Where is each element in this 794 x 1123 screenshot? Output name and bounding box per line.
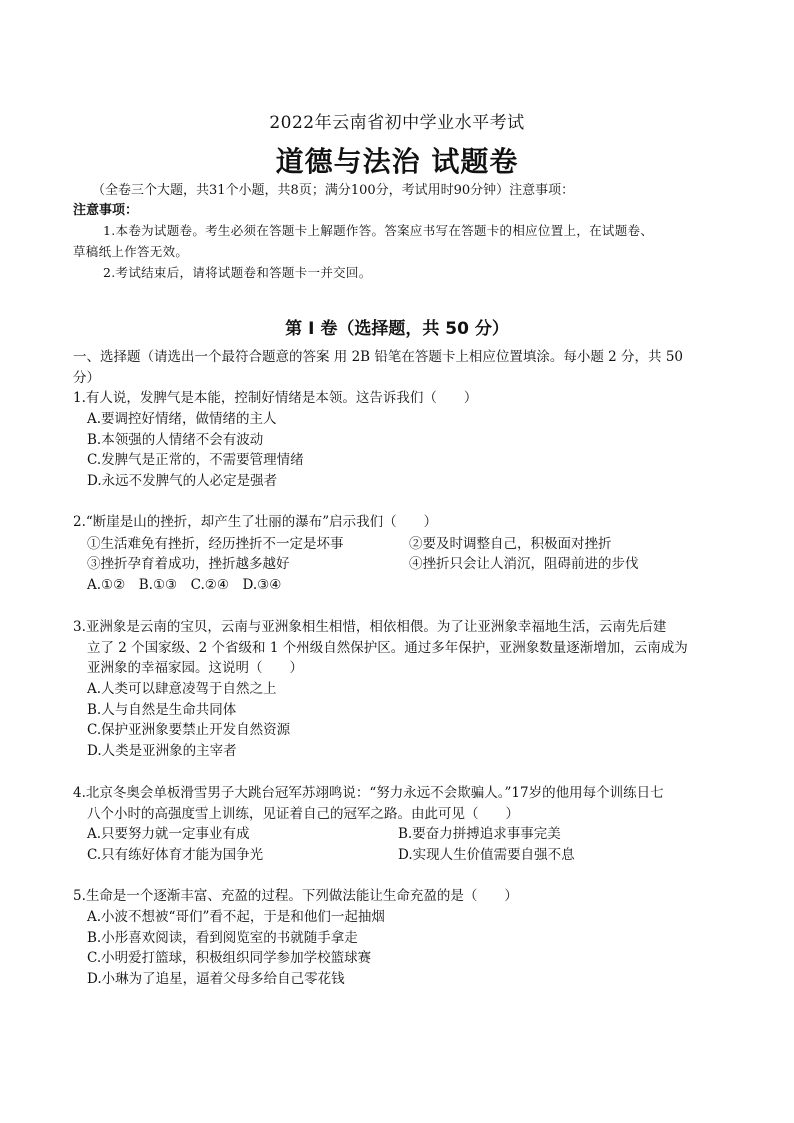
question-2-statement-2: ②要及时调整自己，积极面对挫折 [409, 536, 612, 552]
section-instruction-line-2: 分） [73, 370, 100, 386]
notice-item-1-line-2: 草稿纸上作答无效。 [73, 244, 189, 259]
exam-title: 2022年云南省初中学业水平考试 [269, 113, 525, 133]
exam-info-line: （全卷三个大题，共31个小题，共8页；满分100分，考试用时90分钟）注意事项： [92, 183, 575, 198]
question-1-option-d: D.永远不发脾气的人必定是强者 [87, 473, 278, 489]
subject-title: 道德与法治 试题卷 [275, 145, 519, 178]
notice-item-2: 2.考试结束后，请将试题卷和答题卡一并交回。 [103, 265, 372, 280]
section-instruction-line-1: 一、选择题（请选出一个最符合题意的答案 用 2B 铅笔在答题卡上相应位置填涂。每小题 2 分，共 50 [73, 349, 684, 365]
question-2-statement-3: ③挫折孕育着成功，挫折越多越好 [87, 556, 290, 572]
question-3-stem-line-2: 立了 2 个国家级、2 个省级和 1 个州级自然保护区。通过多年保护，亚洲象数量逐渐增加，云南成为 [87, 640, 688, 656]
question-1-option-a: A.要调控好情绪，做情绪的主人 [87, 411, 277, 427]
question-4-option-b: B.要奋力拼搏追求事事完美 [398, 826, 561, 842]
section-title: 第 Ⅰ 卷（选择题，共 50 分） [285, 319, 509, 339]
question-3-option-d: D.人类是亚洲象的主宰者 [87, 743, 237, 759]
question-4-stem-line-1: 4.北京冬奥会单板滑雪男子大跳台冠军苏翊鸣说：“努力永远不会欺骗人。”17岁的他用每个训练日七 [73, 785, 664, 801]
question-1-option-c: C.发脾气是正常的，不需要管理情绪 [87, 452, 304, 468]
question-3-stem-line-3: 亚洲象的幸福家园。这说明（ ） [87, 660, 303, 676]
notice-item-1-line-1: 1.本卷为试题卷。考生必须在答题卡上解题作答。答案应书写在答题卡的相应位置上，在试题卷、 [103, 223, 654, 238]
question-5-option-c: C.小明爱打篮球，积极组织同学参加学校篮球赛 [87, 950, 372, 966]
question-2-stem: 2.“断崖是山的挫折，却产生了壮丽的瀑布”启示我们（ ） [73, 514, 438, 530]
question-5-option-b: B.小彤喜欢阅读，看到阅览室的书就随手拿走 [87, 930, 358, 946]
question-2-statement-1: ①生活难免有挫折，经历挫折不一定是坏事 [87, 536, 344, 552]
notice-heading: 注意事项： [73, 203, 139, 218]
question-2-statement-4: ④挫折只会让人消沉，阻碍前进的步伐 [409, 556, 639, 572]
question-4-stem-line-2: 八个小时的高强度雪上训练，见证着自己的冠军之路。由此可见（ ） [87, 806, 519, 822]
question-3-option-c: C.保护亚洲象要禁止开发自然资源 [87, 722, 291, 738]
question-2-options: A.①② B.①③ C.②④ D.③④ [87, 577, 282, 593]
question-5-option-d: D.小琳为了追星，逼着父母多给自己零花钱 [87, 971, 345, 987]
question-4-option-d: D.实现人生价值需要自强不息 [398, 847, 575, 863]
question-1-option-b: B.本领强的人情绪不会有波动 [87, 432, 264, 448]
question-1-stem: 1.有人说，发脾气是本能，控制好情绪是本领。这告诉我们（ ） [73, 390, 478, 406]
question-4-option-a: A.只要努力就一定事业有成 [87, 826, 250, 842]
question-3-option-a: A.人类可以肆意凌驾于自然之上 [87, 681, 277, 697]
question-5-stem: 5.生命是一个逐渐丰富、充盈的过程。下列做法能让生命充盈的是（ ） [73, 888, 518, 904]
question-3-stem-line-1: 3.亚洲象是云南的宝贝，云南与亚洲象相生相惜，相依相偎。为了让亚洲象幸福地生活，云南先后建 [73, 619, 667, 635]
question-4-option-c: C.只有练好体育才能为国争光 [87, 847, 264, 863]
question-3-option-b: B.人与自然是生命共同体 [87, 702, 237, 718]
question-5-option-a: A.小波不想被“哥们”看不起，于是和他们一起抽烟 [87, 909, 385, 925]
